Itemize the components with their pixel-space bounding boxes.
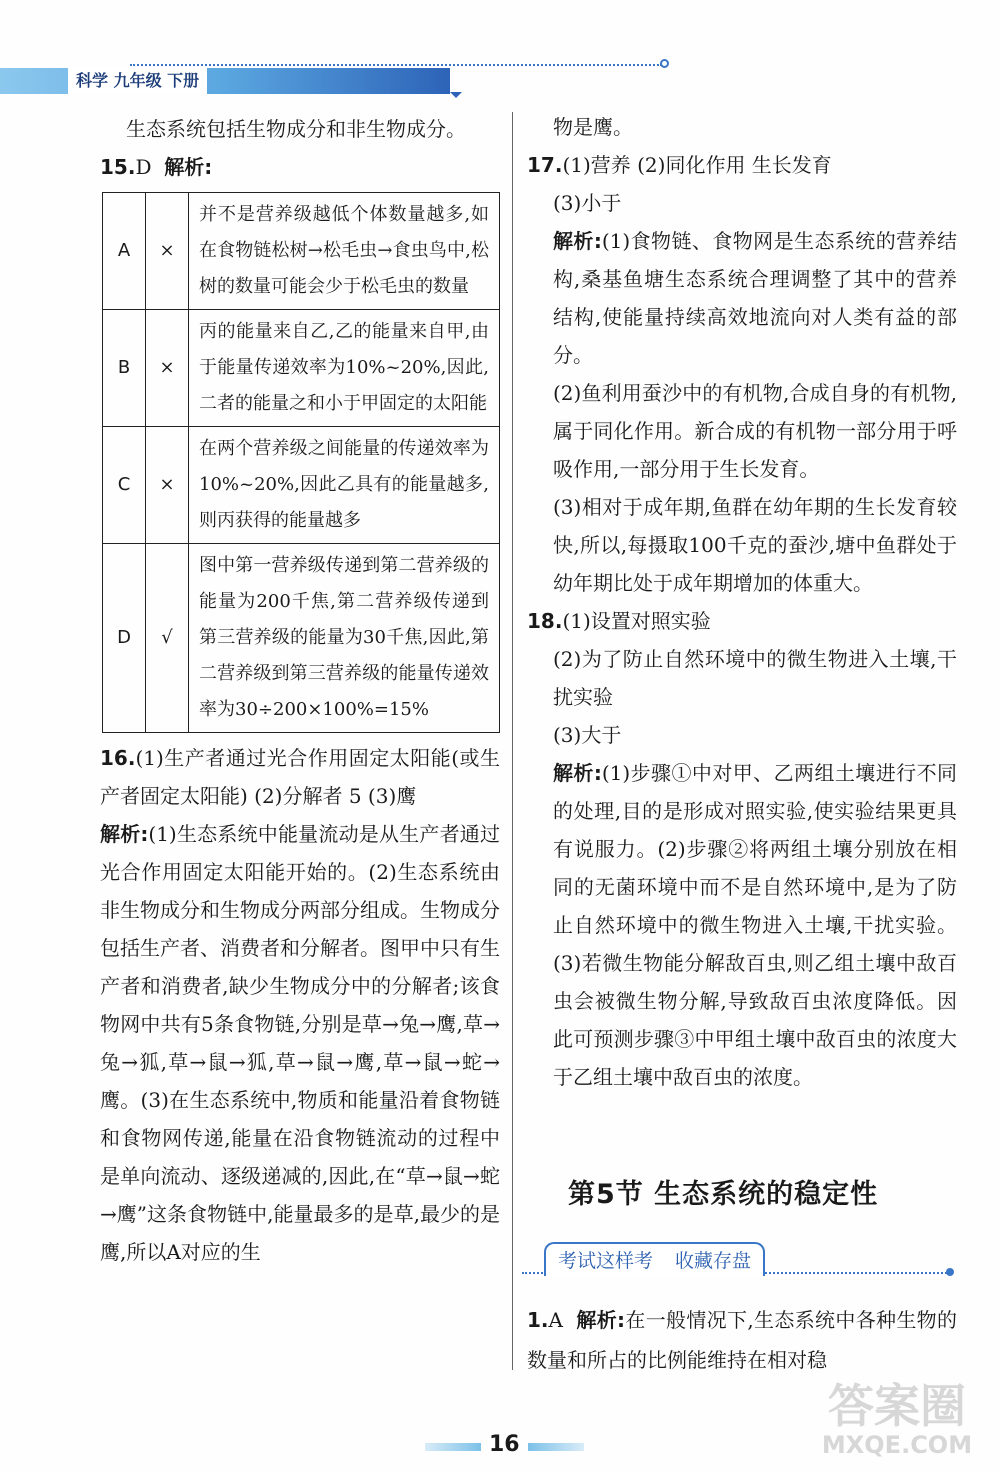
exam-tag-row: [522, 1240, 952, 1280]
q1-number: 1.: [527, 1308, 549, 1332]
q17-explanation-2: (2)鱼利用蚕沙中的有机物,合成自身的有机物,属于同化作用。新合成的有机物一部分用于呼吸作用,一部分用于生长发育。: [553, 381, 957, 481]
intro-text: 生态系统包括生物成分和非生物成分。: [126, 117, 466, 141]
q16-number: 16.: [100, 746, 136, 770]
q15-jiexi-label: 解析:: [164, 155, 213, 179]
q18-explanation: [527, 754, 957, 1096]
option-label: A: [103, 193, 146, 310]
tag-box: [544, 1242, 765, 1276]
page-number-right-decor: [528, 1443, 584, 1451]
q15-table: [102, 192, 500, 733]
q17-explanation-3: (3)相对于成年期,鱼群在幼年期的生长发育较快,所以,每摄取100千克的蚕沙,塘中鱼群处于幼年期比处于成年期增加的体重大。: [553, 495, 957, 595]
table-row: [103, 427, 500, 544]
q16-answer-line: [100, 739, 500, 815]
tag-end-dot: [946, 1268, 954, 1276]
judgment-mark: √: [146, 544, 189, 733]
explanation-cell: 图中第一营养级传递到第二营养级的能量为200千焦,第二营养级传递到第三营养级的能量为30千焦,因此,第二营养级到第三营养级的能量传递效率为30÷200×100%=15%: [189, 544, 500, 733]
q17-answer-3: (3)小于: [553, 191, 622, 215]
option-label: C: [103, 427, 146, 544]
q18-number: 18.: [527, 609, 563, 633]
q17-explanation-1: [527, 222, 957, 374]
watermark-line1: 答案圈: [828, 1379, 966, 1433]
explanation-cell: 在两个营养级之间能量的传递效率为10%~20%,因此乙具有的能量越多,则丙获得的能量越多: [189, 427, 500, 544]
judgment-mark: ×: [146, 193, 189, 310]
q18-answer-1: (1)设置对照实验: [562, 609, 711, 633]
watermark-line2: MXQE.COM: [821, 1431, 973, 1459]
explanation-cell: 并不是营养级越低个体数量越多,如在食物链松树→松毛虫→食虫鸟中,松树的数量可能会少于松毛虫的数量: [189, 193, 500, 310]
judgment-mark: ×: [146, 427, 189, 544]
explanation-cell: 丙的能量来自乙,乙的能量来自甲,由于能量传递效率为10%~20%,因此,二者的能量之和小于甲固定的太阳能: [189, 310, 500, 427]
q18-explanation-text: (1)步骤①中对甲、乙两组土壤进行不同的处理,目的是形成对照实验,使实验结果更具有说服力。(2)步骤②将两组土壤分别放在相同的无菌环境中而不是自然环境中,是为了防止自然环境中的微生物进入土壤,干扰实验。(3)若微生物能分解敌百虫,则乙组土壤中敌百虫会被微生物分解,导致敌百虫浓度降低。因此可预测步骤③中甲组土壤中敌百虫的浓度大于乙组土壤中敌百虫的浓度。: [553, 761, 957, 1089]
left-column: [100, 110, 500, 1271]
q1-explanation-text: 在一般情况下,生态系统中各种生物的数量和所占的比例能维持在相对稳: [527, 1308, 958, 1372]
q17-jiexi-label: 解析:: [553, 229, 602, 253]
right-column: [527, 108, 957, 1096]
q1-answer: A: [548, 1308, 563, 1332]
continued-text: 物是鹰。: [553, 115, 633, 139]
tag-label-collect: 收藏存盘: [675, 1250, 752, 1272]
q1-jiexi-label: 解析:: [576, 1308, 626, 1332]
q18-answer-2: (2)为了防止自然环境中的微生物进入土壤,干扰实验: [553, 647, 957, 709]
judgment-mark: ×: [146, 310, 189, 427]
q18-line: [527, 602, 957, 640]
q17-number: 17.: [527, 153, 563, 177]
q15-number: 15.: [100, 155, 136, 179]
q15-answer: D: [135, 155, 152, 179]
header-dotted-line: [130, 64, 662, 66]
option-label: D: [103, 544, 146, 733]
table-row: [103, 310, 500, 427]
q16-explanation: [100, 815, 500, 1271]
q17-answer-1-2: (1)营养 (2)同化作用 生长发育: [562, 153, 832, 177]
header-dot: [660, 59, 669, 68]
q1-line: [527, 1300, 957, 1380]
tag-label-exam: 考试这样考: [558, 1250, 654, 1272]
page-number-left-decor: [425, 1443, 481, 1451]
q16-answer: (1)生产者通过光合作用固定太阳能(或生产者固定太阳能) (2)分解者 5 (3)鹰: [100, 746, 500, 808]
column-divider: [512, 112, 513, 1370]
table-row: [103, 193, 500, 310]
q15-line: [100, 148, 500, 186]
q1-block: [527, 1300, 957, 1380]
page-number: 16: [489, 1432, 520, 1457]
header-band-tail: [450, 92, 462, 98]
section-title: 第5节 生态系统的稳定性: [568, 1179, 879, 1210]
watermark-logo: [812, 1380, 982, 1458]
table-row: [103, 544, 500, 733]
q16-explanation-text: (1)生态系统中能量流动是从生产者通过光合作用固定太阳能开始的。(2)生态系统由非生物成分和生物成分两部分组成。生物成分包括生产者、消费者和分解者。图甲中只有生产者和消费者,缺少生物成分中的分解者;该食物网中共有5条食物链,分别是草→兔→鹰,草→兔→狐,草→鼠→狐,草→鼠→鹰,草→鼠→蛇→鹰。(3)在生态系统中,物质和能量沿着食物链和食物网传递,能量在沿食物链流动的过程中是单向流动、逐级递减的,因此,在“草→鼠→蛇→鹰”这条食物链中,能量最多的是草,最少的是鹰,所以A对应的生: [100, 822, 500, 1264]
q18-answer-3: (3)大于: [553, 723, 622, 747]
q16-jiexi-label: 解析:: [100, 822, 149, 846]
q17-explanation-1-text: (1)食物链、食物网是生态系统的营养结构,桑基鱼塘生态系统合理调整了其中的营养结构,使能量持续高效地流向对人类有益的部分。: [553, 229, 957, 367]
option-label: B: [103, 310, 146, 427]
header-label: 科学 九年级 下册: [68, 68, 207, 94]
q17-line: [527, 146, 957, 184]
q18-jiexi-label: 解析:: [553, 761, 602, 785]
